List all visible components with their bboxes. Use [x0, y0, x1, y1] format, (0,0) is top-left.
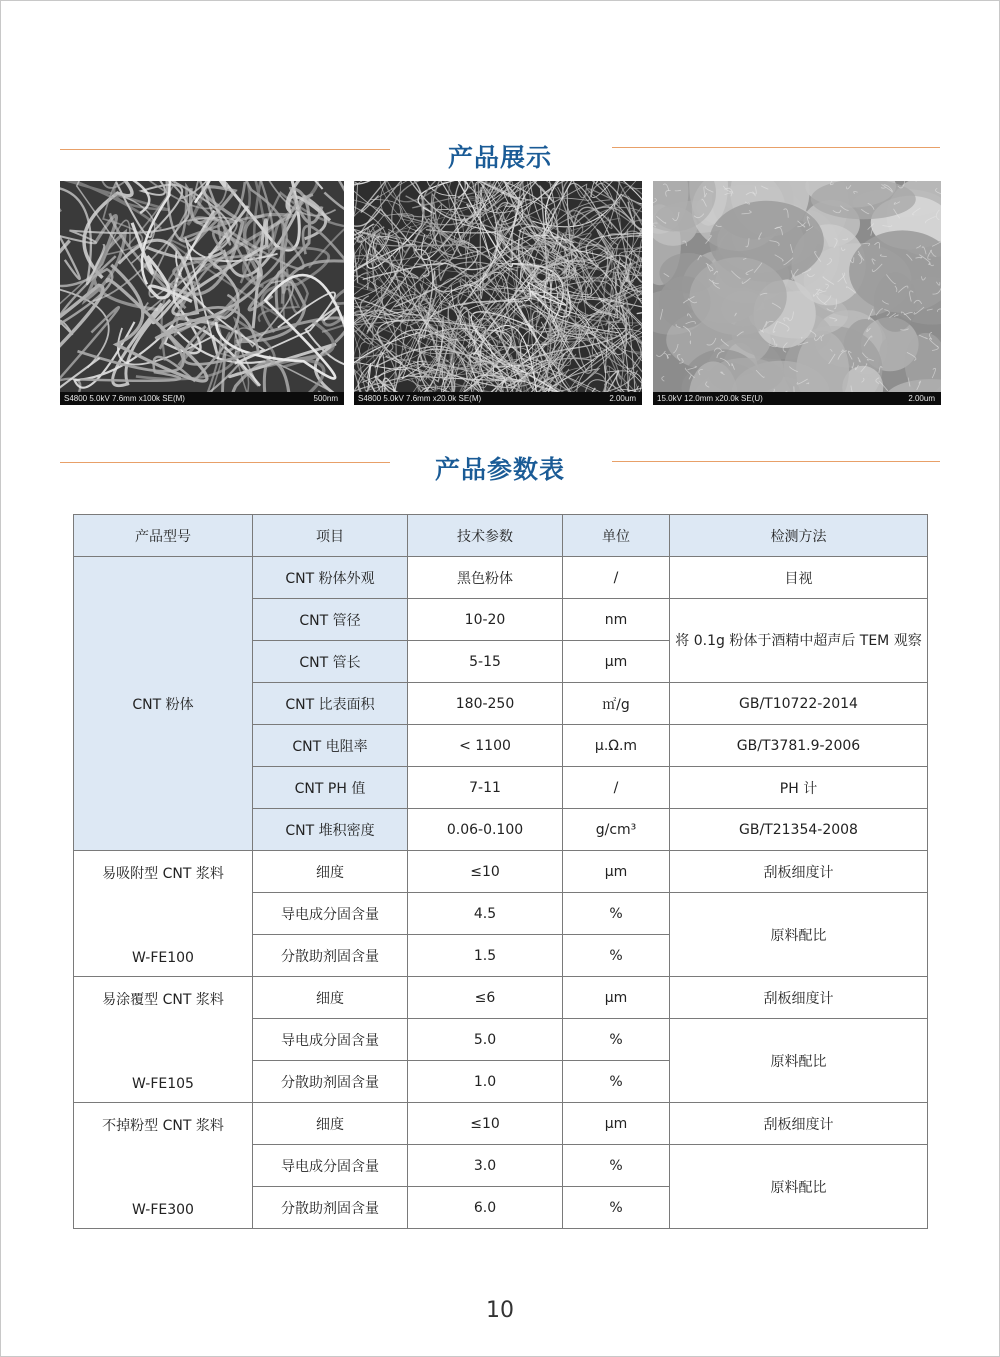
col-header-value: 技术参数	[408, 515, 563, 557]
sem-caption-bar	[653, 392, 941, 405]
cell-unit: %	[563, 935, 670, 977]
cell-unit: μ.Ω.m	[563, 725, 670, 767]
cell-method: 刮板细度计	[670, 1103, 928, 1145]
cell-unit: ㎡/g	[563, 683, 670, 725]
slurry-code: W-FE300	[132, 1202, 194, 1218]
cell-unit: nm	[563, 599, 670, 641]
cell-item: 细度	[253, 977, 408, 1019]
sem-caption-bar	[354, 392, 642, 405]
cell-value: 7-11	[408, 767, 563, 809]
cell-item: CNT 管长	[253, 641, 408, 683]
sem-image-2	[354, 181, 642, 405]
model-slurry-wfe300	[74, 1103, 253, 1229]
slurry-name: 不掉粉型 CNT 浆料	[102, 1118, 224, 1134]
cell-method: 刮板细度计	[670, 977, 928, 1019]
col-header-unit: 单位	[563, 515, 670, 557]
showcase-title: 产品展示	[447, 143, 552, 172]
sem-caption-left: 15.0kV 12.0mm x20.0k SE(U)	[657, 394, 763, 403]
cell-item: CNT 粉体外观	[253, 557, 408, 599]
cell-value: 6.0	[408, 1187, 563, 1229]
cell-value: 1.5	[408, 935, 563, 977]
slurry-code: W-FE100	[132, 950, 194, 966]
cell-method: 原料配比	[670, 893, 928, 977]
cell-unit: μm	[563, 851, 670, 893]
cell-method: GB/T21354-2008	[670, 809, 928, 851]
table-title: 产品参数表	[434, 455, 565, 484]
slurry-code: W-FE105	[132, 1076, 194, 1092]
model-cnt-powder: CNT 粉体	[74, 557, 253, 851]
cell-value: < 1100	[408, 725, 563, 767]
slurry-name: 易涂覆型 CNT 浆料	[102, 992, 224, 1008]
showcase-header	[0, 134, 1000, 174]
cell-method: GB/T10722-2014	[670, 683, 928, 725]
cell-value: 4.5	[408, 893, 563, 935]
cell-value: ≤10	[408, 851, 563, 893]
cell-unit: μm	[563, 1103, 670, 1145]
cell-unit: %	[563, 1019, 670, 1061]
cell-item: CNT 管径	[253, 599, 408, 641]
cell-unit: /	[563, 557, 670, 599]
sem-caption-right: 2.00um	[908, 394, 935, 403]
cell-method: PH 计	[670, 767, 928, 809]
cell-item: 导电成分固含量	[253, 1145, 408, 1187]
sem-caption-left: S4800 5.0kV 7.6mm x100k SE(M)	[64, 394, 185, 403]
cell-method: 刮板细度计	[670, 851, 928, 893]
cell-value: ≤10	[408, 1103, 563, 1145]
cell-unit: %	[563, 1187, 670, 1229]
cell-item: 导电成分固含量	[253, 893, 408, 935]
sem-image-1	[60, 181, 344, 405]
cell-unit: %	[563, 1145, 670, 1187]
table-row	[74, 851, 928, 893]
table-header-row	[74, 515, 928, 557]
page-number: 10	[486, 1298, 514, 1323]
col-header-method: 检测方法	[670, 515, 928, 557]
cell-value: 5.0	[408, 1019, 563, 1061]
cell-method: 原料配比	[670, 1145, 928, 1229]
cell-value: 10-20	[408, 599, 563, 641]
cell-method: 原料配比	[670, 1019, 928, 1103]
cell-value: 1.0	[408, 1061, 563, 1103]
cell-method: 将 0.1g 粉体于酒精中超声后 TEM 观察	[670, 599, 928, 683]
cell-method: GB/T3781.9-2006	[670, 725, 928, 767]
cell-item: CNT 堆积密度	[253, 809, 408, 851]
cell-item: 分散助剂固含量	[253, 935, 408, 977]
sem-caption-right: 500nm	[313, 394, 338, 403]
table-header	[0, 446, 1000, 486]
cell-value: 黑色粉体	[408, 557, 563, 599]
cell-unit: μm	[563, 977, 670, 1019]
table-row	[74, 557, 928, 599]
cell-item: 细度	[253, 851, 408, 893]
sem-image-3	[653, 181, 941, 405]
cell-item: 分散助剂固含量	[253, 1061, 408, 1103]
model-slurry-wfe100	[74, 851, 253, 977]
model-slurry-wfe105	[74, 977, 253, 1103]
cell-method: 目视	[670, 557, 928, 599]
cell-item: 细度	[253, 1103, 408, 1145]
cell-item: CNT 比表面积	[253, 683, 408, 725]
col-header-model: 产品型号	[74, 515, 253, 557]
slurry-name: 易吸附型 CNT 浆料	[102, 866, 224, 882]
cell-item: 导电成分固含量	[253, 1019, 408, 1061]
parameter-table	[73, 514, 928, 1229]
sem-caption-left: S4800 5.0kV 7.6mm x20.0k SE(M)	[358, 394, 482, 403]
col-header-item: 项目	[253, 515, 408, 557]
cell-value: 3.0	[408, 1145, 563, 1187]
cell-item: CNT 电阻率	[253, 725, 408, 767]
cell-unit: %	[563, 893, 670, 935]
sem-caption-right: 2.00um	[609, 394, 636, 403]
cell-item: 分散助剂固含量	[253, 1187, 408, 1229]
cell-value: 0.06-0.100	[408, 809, 563, 851]
sem-caption-bar	[60, 392, 344, 405]
cell-value: ≤6	[408, 977, 563, 1019]
cell-unit: g/cm³	[563, 809, 670, 851]
cell-value: 5-15	[408, 641, 563, 683]
cell-unit: μm	[563, 641, 670, 683]
table-row	[74, 1103, 928, 1145]
cell-unit: %	[563, 1061, 670, 1103]
cell-item: CNT PH 值	[253, 767, 408, 809]
cell-unit: /	[563, 767, 670, 809]
table-row	[74, 977, 928, 1019]
cell-value: 180-250	[408, 683, 563, 725]
